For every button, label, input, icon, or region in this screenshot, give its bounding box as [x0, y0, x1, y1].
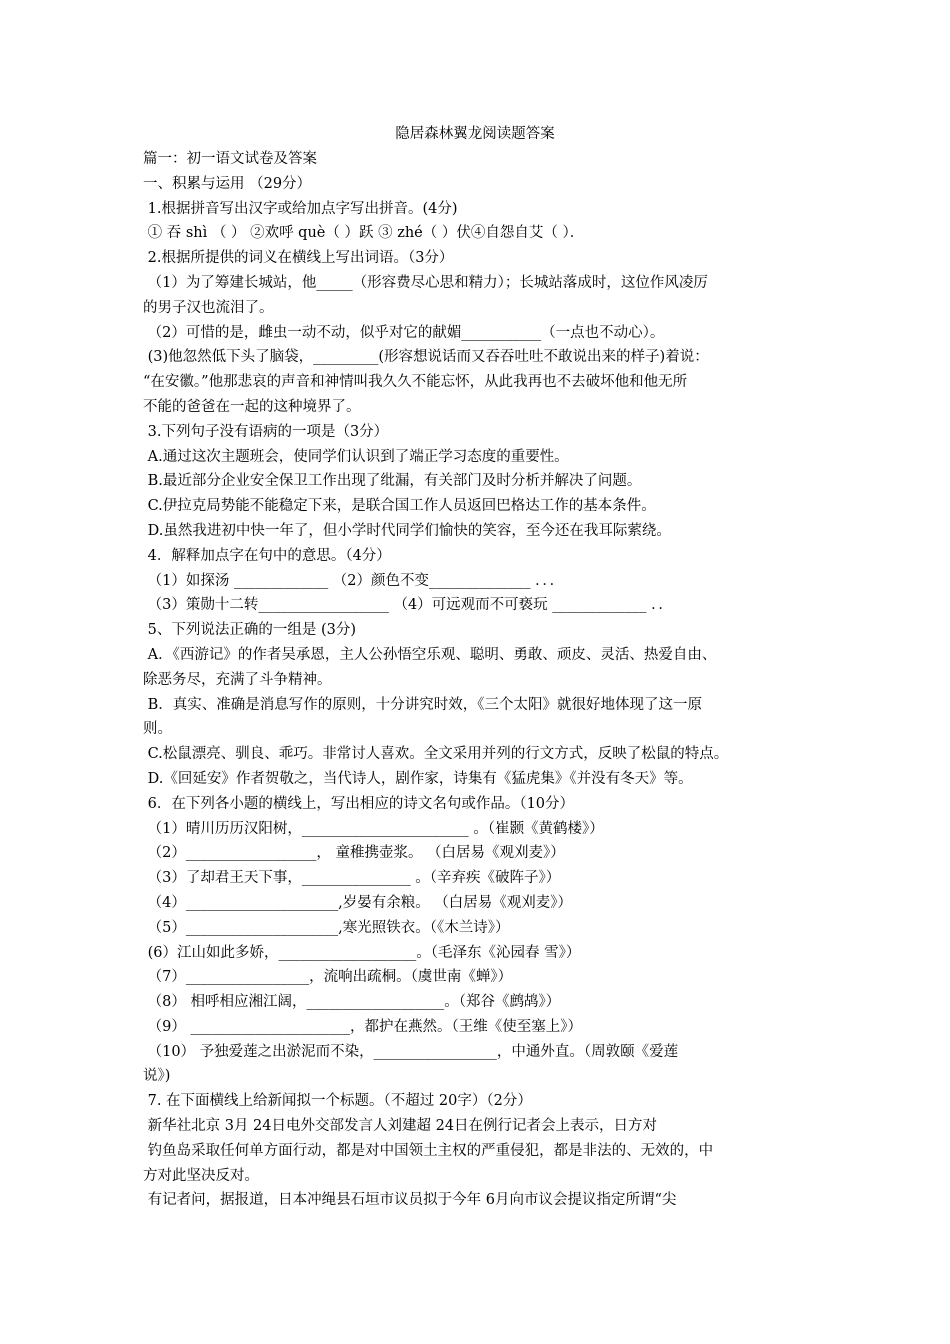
text-line: （8） 相呼相应湘江阔，___________________。（郑谷《鹧鸪》）: [143, 994, 561, 1011]
text-line: 7. 在下面横线上给新闻拟一个标题。（不超过 20字）（2分）: [143, 1093, 532, 1110]
text-line: （3）策勋十二转__________________ （4）可远观而不可亵玩 _____________ ．．: [143, 597, 673, 614]
text-line: 除恶务尽，充满了斗争精神。: [143, 671, 332, 688]
text-line: D.虽然我进初中快一年了，但小学时代同学们愉快的笑容，至今还在我耳际萦绕。: [143, 522, 671, 539]
text-line: D.《回延安》作者贺敬之，当代诗人，剧作家，诗集有《猛虎集》《并没有冬天》等。: [143, 770, 693, 787]
text-line: 不能的爸爸在一起的这种境界了。: [143, 398, 361, 415]
text-line: （9） ______________________，都护在燕然。（王维《使至塞上》）: [143, 1018, 582, 1035]
text-line: 则。: [143, 721, 172, 738]
text-line: 有记者问，据报道，日本冲绳县石垣市议员拟于今年 6月向市议会提议指定所谓“尖: [143, 1192, 677, 1209]
text-line: 6．在下列各小题的横线上，写出相应的诗文名句或作品。（10分）: [143, 795, 575, 812]
text-line: ① 吞 shì （ ） ②欢呼 què（ ）跃 ③ zhé（ ）伏④自怨自艾（ ）．: [143, 225, 585, 242]
text-line: 方对此坚决反对。: [143, 1167, 259, 1184]
text-line: “在安徽。”他那悲哀的声音和神情叫我久久不能忘怀，从此我再也不去破坏他和他无所: [143, 374, 688, 391]
text-line: 一、积累与运用 （29分）: [143, 175, 312, 192]
text-line: 的男子汉也流泪了。: [143, 299, 274, 316]
text-line: （4）_____________________,岁晏有余粮。 （白居易《观刈麦》）: [143, 894, 573, 911]
text-line: （7）_________________，流响出疏桐。（虞世南《蝉》）: [143, 969, 513, 986]
text-line: （10） 予独爱莲之出淤泥而不染，_________________，中通外直。（周敦颐《爱莲: [143, 1043, 679, 1060]
text-line: C.伊拉克局势能不能稳定下来，是联合国工作人员返回巴格达工作的基本条件。: [143, 498, 656, 515]
text-line: （3）了却君王天下事，_______________ 。（辛弃疾《破阵子》）: [143, 870, 561, 887]
text-line: 说》): [143, 1068, 171, 1085]
text-line: （1）如探汤 _____________ （2）颜色不变______________ ．．．: [143, 572, 565, 589]
text-line: 2.根据所提供的词义在横线上写出词语。（3分）: [143, 250, 454, 267]
text-line: B．真实、准确是消息写作的原则，十分讲究时效，《三个太阳》就很好地体现了这一原: [143, 696, 703, 713]
text-line: 钓鱼岛采取任何单方面行动，都是对中国领土主权的严重侵犯，都是非法的、无效的，中: [143, 1142, 714, 1159]
text-line: (3)他忽然低下头了脑袋，_________(形容想说话而又吞吞吐吐不敢说出来的样子)着说：: [143, 349, 709, 366]
text-line: A．《西游记》的作者吴承恩，主人公孙悟空乐观、聪明、勇敢、顽皮、灵活、热爱自由、: [143, 646, 717, 663]
text-line: A.通过这次主题班会，使同学们认识到了端正学习态度的重要性。: [143, 448, 569, 465]
document-title: 隐居森林翼龙阅读题答案: [395, 126, 555, 142]
text-line: 5、下列说法正确的一组是 (3分): [143, 622, 356, 639]
text-line: 4．解释加点字在句中的意思。（4分）: [143, 547, 391, 564]
text-line: 新华社北京 3月 24日电外交部发言人刘建超 24日在例行记者会上表示，日方对: [143, 1118, 658, 1135]
text-line: 篇一：初一语文试卷及答案: [143, 151, 317, 167]
document-body: [143, 147, 823, 1213]
text-line: （1）晴川历历汉阳树，_______________________ 。（崔颢《黄鹤楼》）: [143, 820, 604, 837]
text-line: （2）可惜的是，雌虫一动不动，似乎对它的献媚___________（一点也不动心）。: [143, 324, 665, 341]
text-line: (6）江山如此多娇，___________________。（毛泽东《沁园春 雪》）: [143, 944, 581, 961]
text-line: B.最近部分企业安全保卫工作出现了纰漏，有关部门及时分析并解决了问题。: [143, 473, 642, 490]
text-line: 1.根据拼音写出汉字或给加点字写出拼音。(4分): [143, 200, 458, 217]
text-line: （5）_____________________,寒光照铁衣。（《木兰诗》）: [143, 919, 510, 936]
text-line: 3.下列句子没有语病的一项是（3分）: [143, 423, 389, 440]
text-line: （1）为了筹建长城站，他_____（形容费尽心思和精力）；长城站落成时，这位作风凌厉: [143, 274, 708, 291]
text-line: （2）__________________， 童稚携壶浆。 （白居易《观刈麦》）: [143, 845, 565, 862]
text-line: C.松鼠漂亮、驯良、乖巧。非常讨人喜欢。全文采用并列的行文方式，反映了松鼠的特点。: [143, 746, 729, 763]
